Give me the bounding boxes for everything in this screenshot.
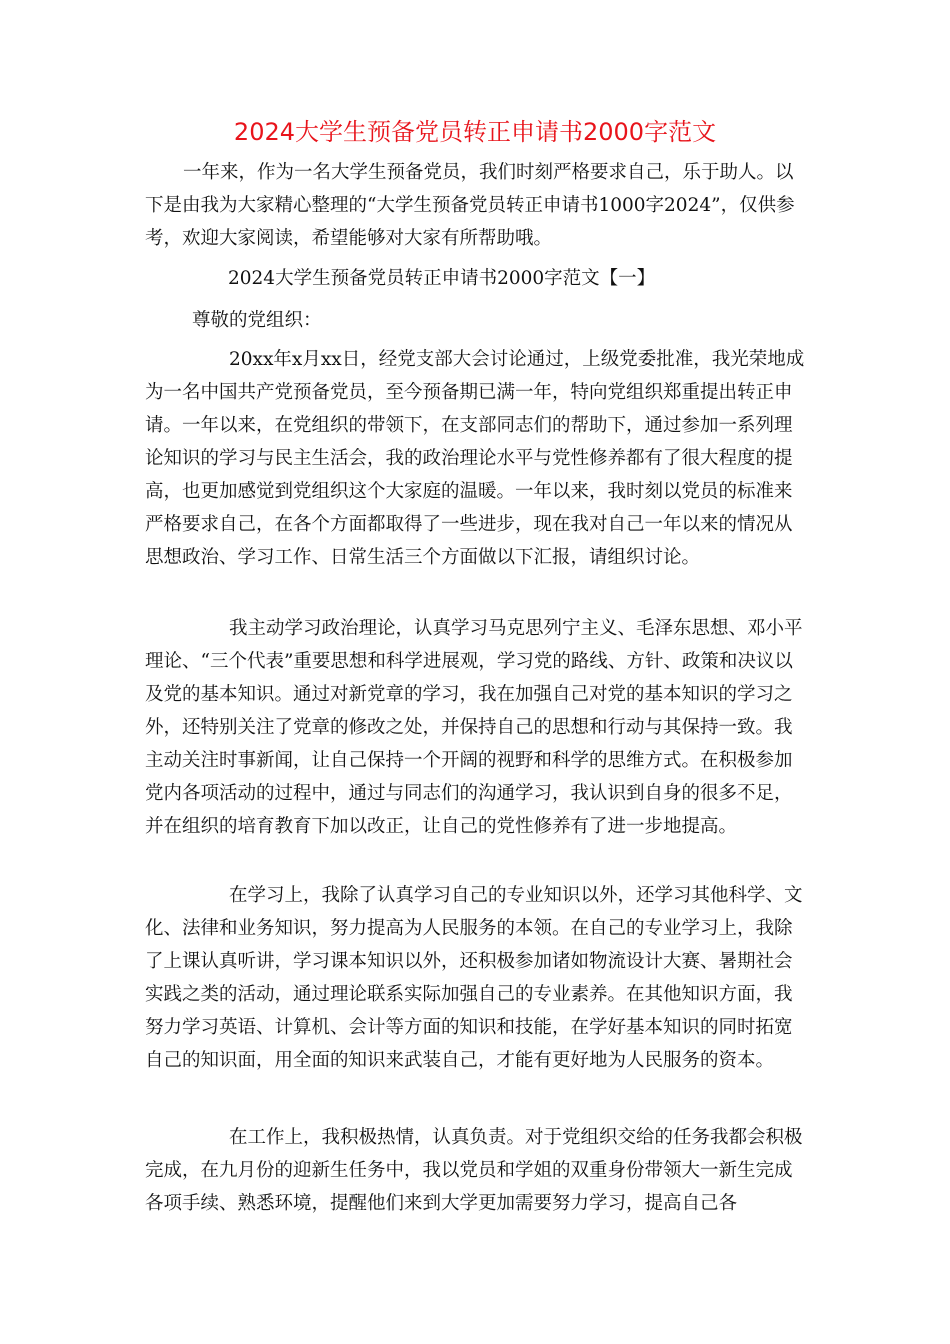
body-paragraph: 20xx年x月xx日，经党支部大会讨论通过，上级党委批准，我光荣地成为一名中国共产党预备党员，至今预备期已满一年，特向党组织郑重提出转正申请。一年以来，在党组织的带领下，在支部同志们的帮助下，通过参加一系列理论知识的学习与民主生活会，我的政治理论水平与党性修养都有了很大程度的提高，也更加感觉到党组织这个大家庭的温暖。一年以来，我时刻以党员的标准来严格要求自己，在各个方面都取得了一些进步，现在我对自己一年以来的情况从思想政治、学习工作、日常生活三个方面做以下汇报，请组织讨论。	[145, 349, 805, 568]
salutation: 尊敬的党组织：	[192, 310, 322, 331]
body-paragraph: 我主动学习政治理论，认真学习马克思列宁主义、毛泽东思想、邓小平理论、“三个代表”重要思想和科学进展观，学习党的路线、方针、政策和决议以及党的基本知识。通过对新党章的学习，我在加强自己对党的基本知识的学习之外，还特别关注了党章的修改之处，并保持自己的思想和行动与其保持一致。我主动关注时事新闻，让自己保持一个开阔的视野和科学的思维方式。在积极参加党内各项活动的过程中，通过与同志们的沟通学习，我认识到自身的很多不足，并在组织的培育教育下加以改正，让自己的党性修养有了进一步地提高。	[145, 618, 803, 837]
section-subtitle: 2024大学生预备党员转正申请书2000字范文【一】	[228, 268, 656, 289]
body-paragraph: 在工作上，我积极热情，认真负责。对于党组织交给的任务我都会积极完成，在九月份的迎新生任务中，我以党员和学姐的双重身份带领大一新生完成各项手续、熟悉环境，提醒他们来到大学更加需要努力学习，提高自己各	[145, 1127, 803, 1214]
intro-paragraph: 一年来，作为一名大学生预备党员，我们时刻严格要求自己，乐于助人。以下是由我为大家精心整理的“大学生预备党员转正申请书1000字2024”，仅供参考，欢迎大家阅读，希望能够对大家有所帮助哦。	[145, 162, 795, 249]
document-title: 2024大学生预备党员转正申请书2000字范文	[233, 118, 717, 146]
body-paragraph: 在学习上，我除了认真学习自己的专业知识以外，还学习其他科学、文化、法律和业务知识，努力提高为人民服务的本领。在自己的专业学习上，我除了上课认真听讲，学习课本知识以外，还积极参加诸如物流设计大赛、暑期社会实践之类的活动，通过理论联系实际加强自己的专业素养。在其他知识方面，我努力学习英语、计算机、会计等方面的知识和技能，在学好基本知识的同时拓宽自己的知识面，用全面的知识来武装自己，才能有更好地为人民服务的资本。	[145, 885, 803, 1071]
